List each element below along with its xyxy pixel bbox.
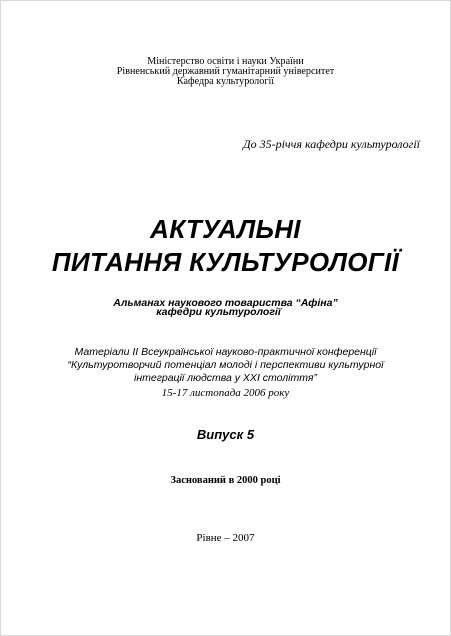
conference-dates: 15-17 листопада 2006 року [161, 387, 290, 399]
dedication: До 35-річчя кафедри культурології [242, 137, 420, 151]
issue-number: Випуск 5 [196, 427, 255, 442]
university-line: Рівненський державний гуманітарний університет [116, 65, 335, 77]
place-and-year: Рівне – 2007 [196, 532, 255, 544]
conference-line-1: Матеріали ІІ Всеукраїнської науково-практичної конференції [74, 346, 377, 358]
almanac-line-1: Альманах наукового товариства “Афіна” [113, 297, 338, 309]
almanac-line-2: кафедри культурології [156, 306, 281, 318]
founded-year: Заснований в 2000 році [170, 475, 281, 486]
conference-line-2: “Культуротворчий потенціал молоді і перспективи культурної [67, 359, 384, 371]
title-line-2: ПИТАННЯ КУЛЬТУРОЛОГІЇ [51, 247, 400, 277]
department-line: Кафедра культурології [176, 75, 275, 87]
conference-line-3: інтеграції людства у ХХІ століття” [134, 372, 317, 384]
ministry-line: Міністерство освіти і науки України [147, 55, 304, 67]
title-line-1: АКТУАЛЬНІ [150, 214, 301, 244]
